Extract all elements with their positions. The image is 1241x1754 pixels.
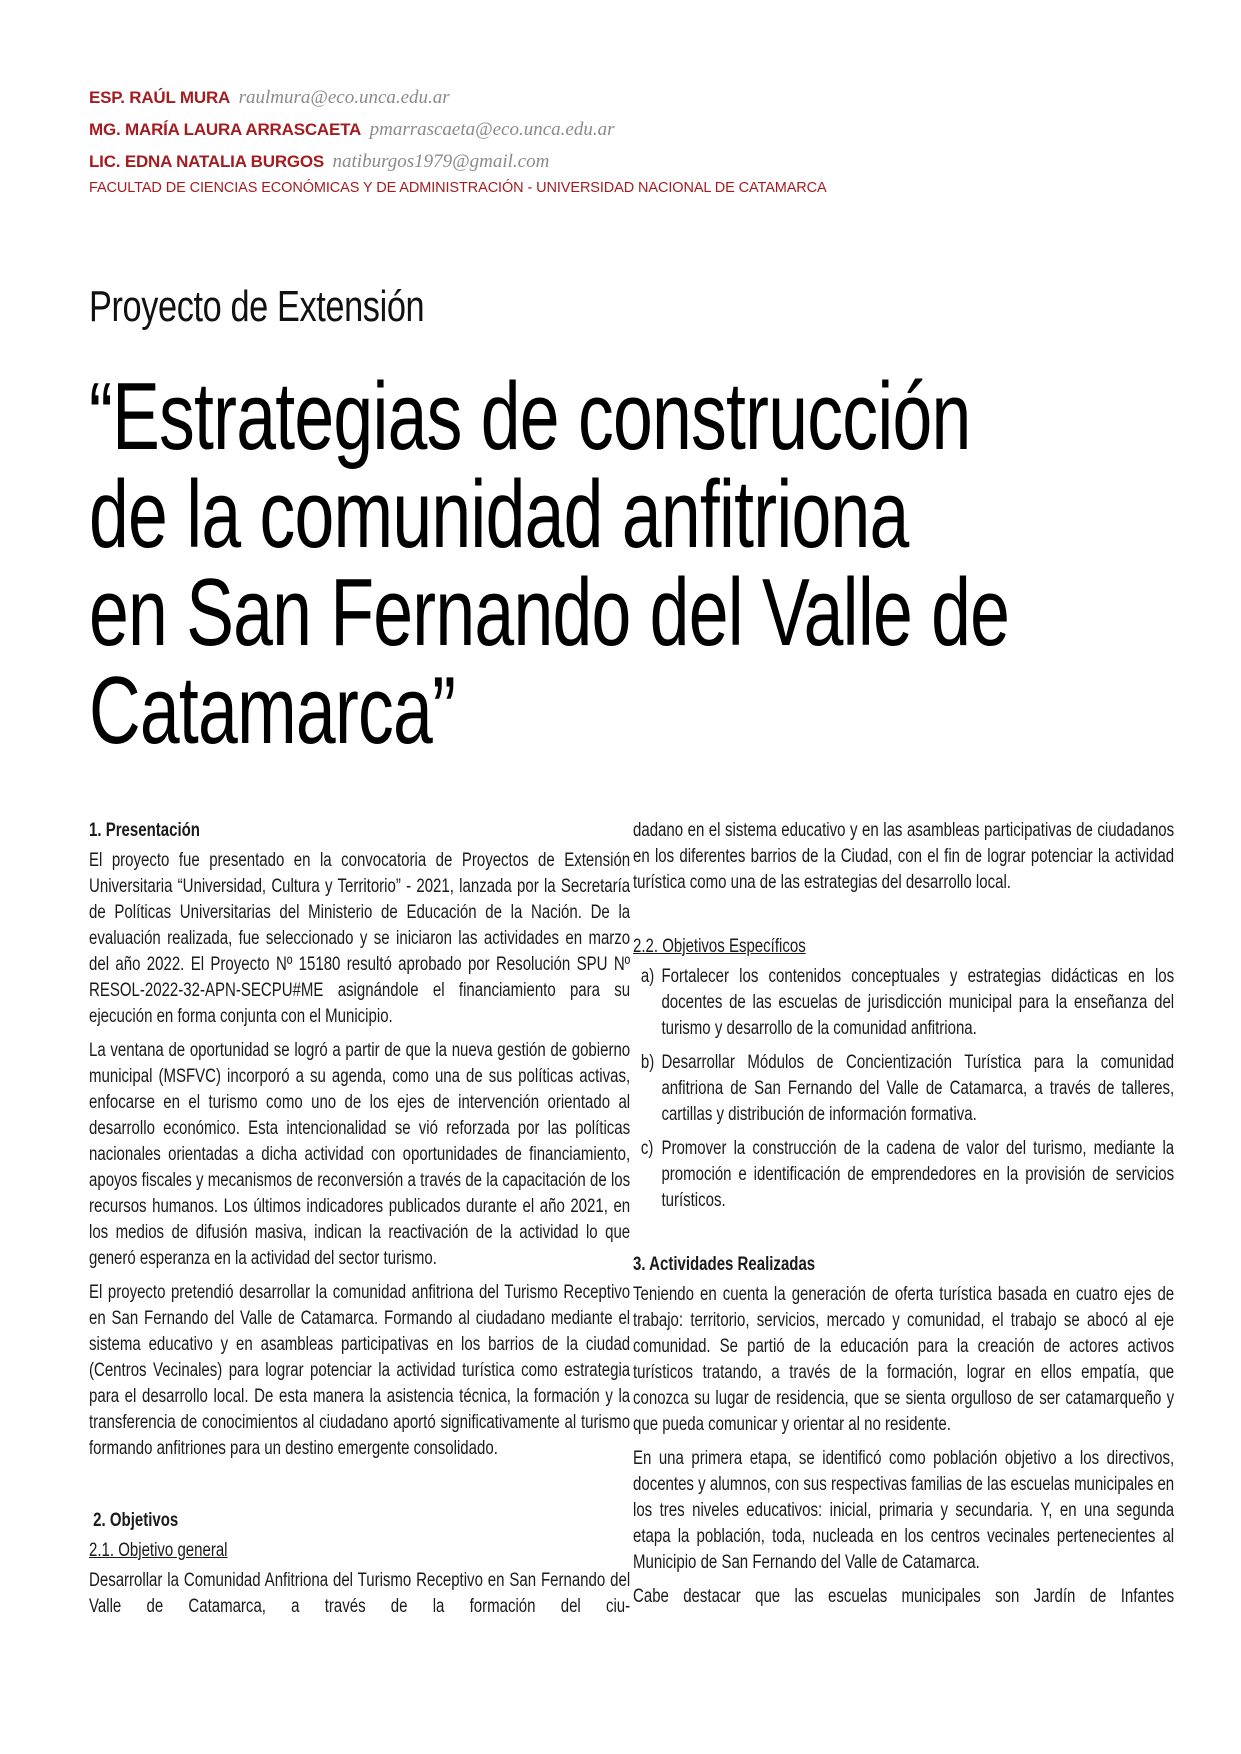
section-heading-actividades: 3. Actividades Realizadas xyxy=(633,1254,816,1275)
paragraph: Desarrollar la Comunidad Anfitriona del Turismo Receptivo en San Fernando del Valle de Catamarca, a través de la formación del ciu- xyxy=(89,1570,631,1617)
list-marker: c) xyxy=(640,1138,654,1159)
objective-item xyxy=(633,1136,1174,1214)
list-text: Promover la construcción de la cadena de valor del turismo, mediante la promoción e identificación de emprendedores en la provisión de servicios turísticos. xyxy=(661,1138,1175,1211)
objective-item xyxy=(633,964,1174,1042)
author-name: MG. MARÍA LAURA ARRASCAETA xyxy=(89,120,362,139)
list-marker: b) xyxy=(640,1052,655,1073)
title-line: “Estrategias de construcción xyxy=(89,363,971,470)
spacer xyxy=(89,1470,630,1508)
list-text: Fortalecer los contenidos conceptuales y estrategias didácticas en los docentes de las escuelas de jurisdicción municipal para la enseñanza del turismo y desarrollo de la comunidad anfitriona. xyxy=(661,966,1175,1039)
spacer xyxy=(633,1222,1174,1252)
author-line xyxy=(89,114,1089,146)
paragraph: dadano en el sistema educativo y en las asambleas participativas de ciudadanos en los diferentes barrios de la Ciudad, con el fin de lograr potenciar la actividad turística como una de las estrategias del desarrollo local. xyxy=(633,820,1175,893)
page-title xyxy=(89,363,1132,764)
paragraph: Teniendo en cuenta la generación de oferta turística basada en cuatro ejes de trabajo: territorio, servicios, mercado y comunidad, el trabajo se abocó al eje comunidad. Se partió de la educación para la creación de actores activos turísticos tratando, a través de la formación, lograr en ellos empatía, que conozca su lugar de residencia, que se sienta orgulloso de ser catamarqueño y que pueda comunicar y orientar al no residente. xyxy=(633,1284,1175,1435)
author-line xyxy=(89,82,1089,114)
title-line: en San Fernando del Valle de xyxy=(89,559,1010,666)
author-line xyxy=(89,146,1089,178)
author-email[interactable]: natiburgos1979@gmail.com xyxy=(332,151,550,172)
section-heading-objetivos: 2. Objetivos xyxy=(89,1510,179,1531)
spacer xyxy=(633,904,1174,934)
title-line: Catamarca” xyxy=(89,657,456,764)
subheading-objetivo-general: 2.1. Objetivo general xyxy=(89,1540,228,1561)
right-column xyxy=(633,818,1174,1618)
paragraph: Cabe destacar que las escuelas municipales son Jardín de Infantes xyxy=(633,1586,1175,1607)
author-name: LIC. EDNA NATALIA BURGOS xyxy=(89,152,325,171)
author-name: ESP. RAÚL MURA xyxy=(89,88,231,107)
objective-item xyxy=(633,1050,1174,1128)
left-column xyxy=(89,818,630,1628)
kicker-label: Proyecto de Extensión xyxy=(89,282,425,331)
subheading-objetivos-especificos: 2.2. Objetivos Específicos xyxy=(633,936,806,957)
author-email[interactable]: pmarrascaeta@eco.unca.edu.ar xyxy=(369,119,615,140)
authors-block xyxy=(89,82,1089,196)
paragraph: El proyecto fue presentado en la convocatoria de Proyectos de Extensión Universitaria “Universidad, Cultura y Territorio” - 2021, lanzada por la Secretaría de Políticas Universitarias del Ministerio de Educación de la Nación. De la evaluación realizada, fue seleccionado y se iniciaron las actividades en marzo del año 2022. El Proyecto Nº 15180 resultó aprobado por Resolución SPU Nº RESOL-2022-32-APN-SECPU#ME asignándole el financiamiento para su ejecución en forma conjunta con el Municipio. xyxy=(89,850,631,1027)
title-line: de la comunidad anfitriona xyxy=(89,461,909,568)
author-email[interactable]: raulmura@eco.unca.edu.ar xyxy=(238,87,450,108)
affiliation: FACULTAD DE CIENCIAS ECONÓMICAS Y DE ADMINISTRACIÓN - UNIVERSIDAD NACIONAL DE CATAMARCA xyxy=(89,180,827,196)
list-text: Desarrollar Módulos de Concientización Turística para la comunidad anfitriona de San Fernando del Valle de Catamarca, a través de talleres, cartillas y distribución de información formativa. xyxy=(661,1052,1175,1125)
paragraph: El proyecto pretendió desarrollar la comunidad anfitriona del Turismo Receptivo en San Fernando del Valle de Catamarca. Formando al ciudadano mediante el sistema educativo y en asambleas participativas en los barrios de la ciudad (Centros Vecinales) para lograr potenciar la actividad turística como estrategia para el desarrollo local. De esta manera la asistencia técnica, la formación y la transferencia de conocimientos al ciudadano aportó significativamente al turismo formando anfitriones para un destino emergente consolidado. xyxy=(89,1282,631,1459)
list-marker: a) xyxy=(640,966,655,987)
paragraph: En una primera etapa, se identificó como población objetivo a los directivos, docentes y alumnos, con sus respectivas familias de las escuelas municipales en los tres niveles educativos: inicial, primaria y secundaria. Y, en una segunda etapa la población, toda, nucleada en los centros vecinales pertenecientes al Municipio de San Fernando del Valle de Catamarca. xyxy=(633,1448,1175,1573)
paragraph: La ventana de oportunidad se logró a partir de que la nueva gestión de gobierno municipal (MSFVC) incorporó a su agenda, como una de sus políticas activas, enfocarse en el turismo como uno de los ejes de intervención orientado al desarrollo económico. Esta intencionalidad se vió reforzada por las políticas nacionales orientadas a dicha actividad con oportunidades de financiamiento, apoyos fiscales y mecanismos de reconversión a través de la capacitación de los recursos humanos. Los últimos indicadores publicados durante el año 2021, en los medios de difusión masiva, indican la reactivación de la actividad lo que generó esperanza en la actividad del sector turismo. xyxy=(89,1040,631,1269)
section-heading-presentacion: 1. Presentación xyxy=(89,820,200,841)
